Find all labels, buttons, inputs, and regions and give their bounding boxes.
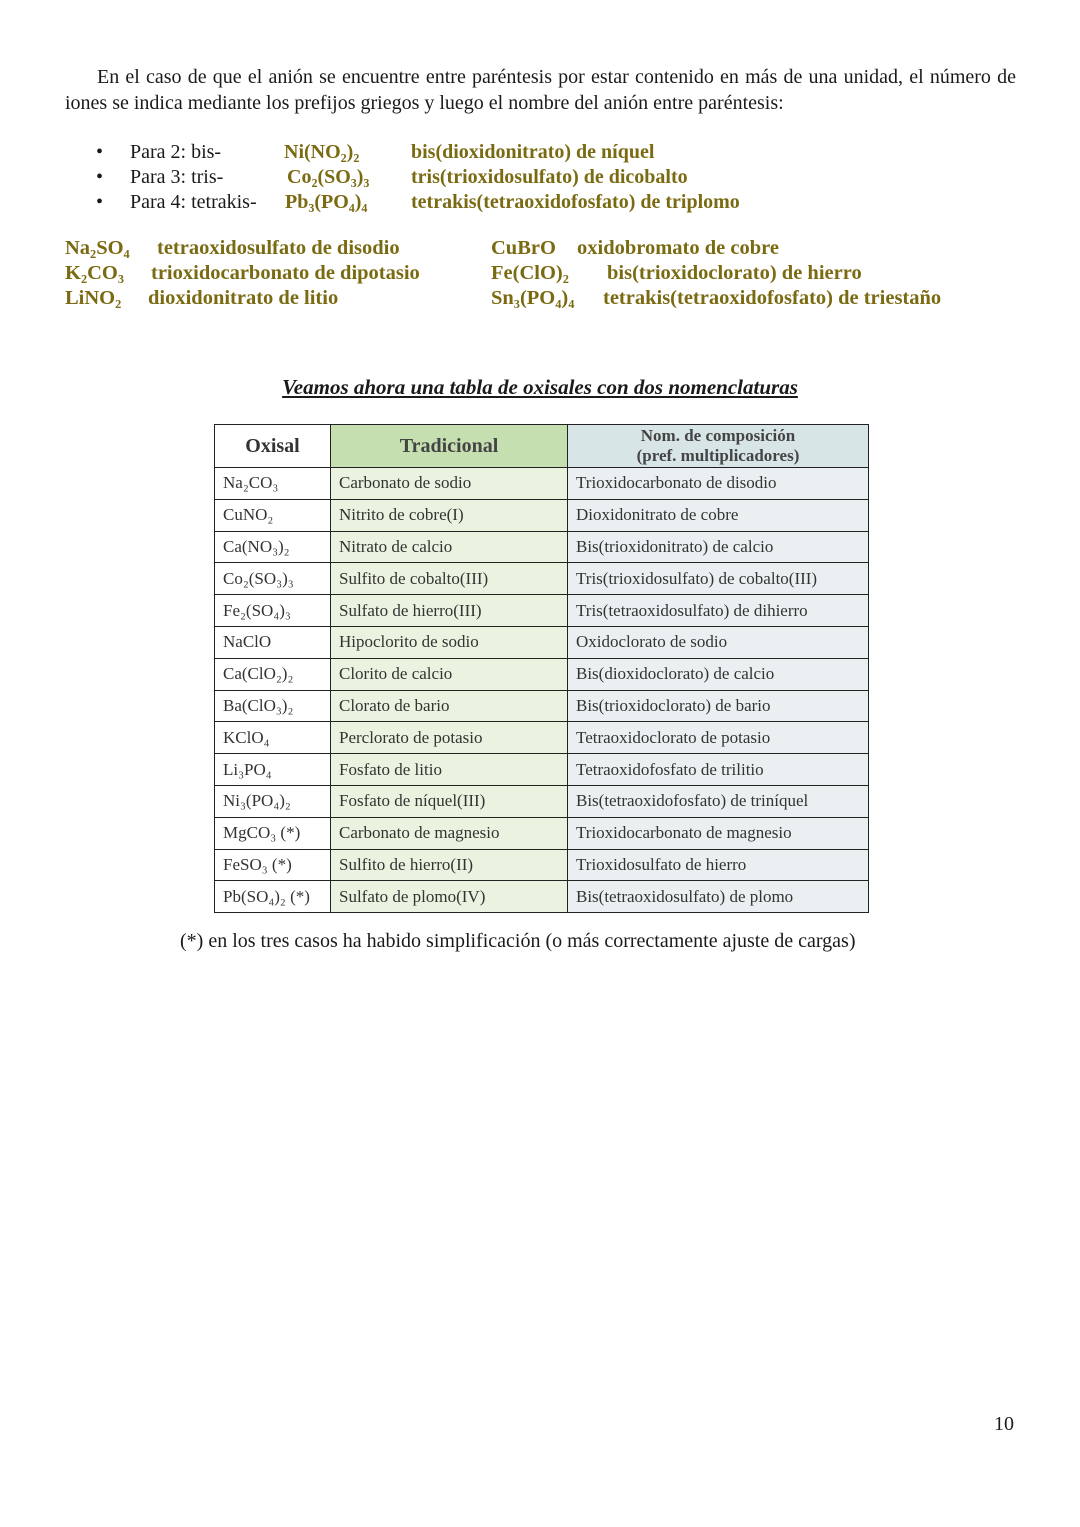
prefix-label: Para 3: tris- [130, 166, 224, 188]
formula: Sn₃(PO₄)₄ [491, 287, 575, 309]
cell-oxisal: KClO₄ [215, 722, 331, 754]
cell-tradicional: Fosfato de níquel(III) [331, 785, 568, 817]
cell-composicion: Trioxidocarbonato de disodio [568, 468, 869, 500]
cell-composicion: Trioxidosulfato de hierro [568, 849, 869, 881]
cell-composicion: Bis(trioxidoclorato) de bario [568, 690, 869, 722]
cell-tradicional: Clorato de bario [331, 690, 568, 722]
prefix-label: Para 4: tetrakis- [130, 191, 257, 213]
formula: Ni(NO₂)₂ [284, 141, 360, 163]
cell-tradicional: Carbonato de magnesio [331, 817, 568, 849]
cell-composicion: Tetraoxidofosfato de trilitio [568, 754, 869, 786]
table-title: Veamos ahora una tabla de oxisales con dos nomenclaturas [282, 375, 798, 399]
bullet-icon: • [96, 166, 104, 188]
cell-tradicional: Sulfato de hierro(III) [331, 595, 568, 627]
compound-name: tetrakis(tetraoxidofosfato) de triplomo [411, 191, 740, 213]
table-row [215, 658, 869, 690]
column-header-tradicional: Tradicional [331, 425, 568, 468]
cell-composicion: Bis(tetraoxidosulfato) de plomo [568, 881, 869, 913]
cell-composicion: Trioxidocarbonato de magnesio [568, 817, 869, 849]
cell-composicion: Bis(trioxidonitrato) de calcio [568, 531, 869, 563]
example-item [491, 286, 942, 311]
table-header-row [215, 425, 869, 468]
cell-oxisal: Ca(ClO₂)₂ [215, 658, 331, 690]
cell-oxisal: Na₂CO₃ [215, 468, 331, 500]
cell-composicion: Bis(tetraoxidofosfato) de triníquel [568, 785, 869, 817]
compound-name: dioxidonitrato de litio [148, 287, 339, 309]
formula: Pb₃(PO₄)₄ [285, 191, 368, 213]
oxisales-table [214, 424, 869, 913]
header-line-1: Nom. de composición [640, 426, 796, 445]
cell-tradicional: Sulfito de cobalto(III) [331, 563, 568, 595]
compound-name: trioxidocarbonato de dipotasio [151, 262, 420, 284]
cell-composicion: Bis(dioxidoclorato) de calcio [568, 658, 869, 690]
compound-name: bis(trioxidoclorato) de hierro [607, 262, 862, 284]
formula: LiNO₂ [65, 287, 122, 309]
page-number: 10 [994, 1413, 1014, 1435]
column-header-composicion [568, 425, 869, 468]
compound-name: tris(trioxidosulfato) de dicobalto [411, 166, 688, 188]
bullet-icon: • [96, 141, 104, 163]
example-item [491, 261, 862, 286]
example-item [491, 236, 779, 261]
cell-composicion: Tris(tetraoxidosulfato) de dihierro [568, 595, 869, 627]
table-row [215, 785, 869, 817]
table-row [215, 817, 869, 849]
compound-name: tetrakis(tetraoxidofosfato) de triestaño [603, 287, 942, 309]
compound-name: tetraoxidosulfato de disodio [157, 237, 400, 259]
formula: CuBrO [491, 237, 556, 259]
cell-oxisal: Li₃PO₄ [215, 754, 331, 786]
table-row [215, 531, 869, 563]
table-row [215, 754, 869, 786]
cell-oxisal: NaClO [215, 626, 331, 658]
cell-composicion: Tris(trioxidosulfato) de cobalto(III) [568, 563, 869, 595]
cell-oxisal: Ba(ClO₃)₂ [215, 690, 331, 722]
cell-tradicional: Clorito de calcio [331, 658, 568, 690]
cell-tradicional: Sulfito de hierro(II) [331, 849, 568, 881]
bullet-icon: • [96, 191, 104, 213]
cell-oxisal: FeSO₃ (*) [215, 849, 331, 881]
table-row [215, 468, 869, 500]
formula: Na₂SO₄ [65, 237, 130, 259]
table-row [215, 499, 869, 531]
cell-oxisal: Fe₂(SO₄)₃ [215, 595, 331, 627]
table-row [215, 595, 869, 627]
table-row [215, 563, 869, 595]
cell-composicion: Tetraoxidoclorato de potasio [568, 722, 869, 754]
table-row [215, 849, 869, 881]
header-line-2: (pref. multiplicadores) [636, 446, 800, 465]
cell-tradicional: Nitrito de cobre(I) [331, 499, 568, 531]
cell-oxisal: Pb(SO₄)₂ (*) [215, 881, 331, 913]
cell-tradicional: Sulfato de plomo(IV) [331, 881, 568, 913]
cell-tradicional: Perclorato de potasio [331, 722, 568, 754]
formula: Fe(ClO)₂ [491, 262, 569, 284]
table-body [215, 468, 869, 913]
example-item [65, 286, 339, 311]
intro-paragraph: En el caso de que el anión se encuentre entre paréntesis por estar contenido en más de una unidad, el número de iones se indica mediante los prefijos griegos y luego el nombre del anión entre paréntesis: [65, 66, 1016, 114]
cell-composicion: Dioxidonitrato de cobre [568, 499, 869, 531]
column-header-oxisal: Oxisal [215, 425, 331, 468]
cell-tradicional: Carbonato de sodio [331, 468, 568, 500]
table-row [215, 722, 869, 754]
table-row [215, 690, 869, 722]
cell-tradicional: Hipoclorito de sodio [331, 626, 568, 658]
footnote: (*) en los tres casos ha habido simplificación (o más correctamente ajuste de cargas) [180, 930, 856, 952]
formula: K₂CO₃ [65, 262, 124, 284]
formula: Co₂(SO₃)₃ [287, 166, 370, 188]
cell-oxisal: CuNO₂ [215, 499, 331, 531]
table-row [215, 881, 869, 913]
cell-oxisal: MgCO₃ (*) [215, 817, 331, 849]
example-item [65, 261, 420, 286]
cell-tradicional: Nitrato de calcio [331, 531, 568, 563]
table-row [215, 626, 869, 658]
cell-oxisal: Ni₃(PO₄)₂ [215, 785, 331, 817]
cell-composicion: Oxidoclorato de sodio [568, 626, 869, 658]
cell-oxisal: Co₂(SO₃)₃ [215, 563, 331, 595]
cell-tradicional: Fosfato de litio [331, 754, 568, 786]
cell-oxisal: Ca(NO₃)₂ [215, 531, 331, 563]
compound-name: bis(dioxidonitrato) de níquel [411, 141, 655, 163]
example-item [65, 236, 400, 261]
compound-name: oxidobromato de cobre [577, 237, 779, 259]
prefix-label: Para 2: bis- [130, 141, 222, 163]
